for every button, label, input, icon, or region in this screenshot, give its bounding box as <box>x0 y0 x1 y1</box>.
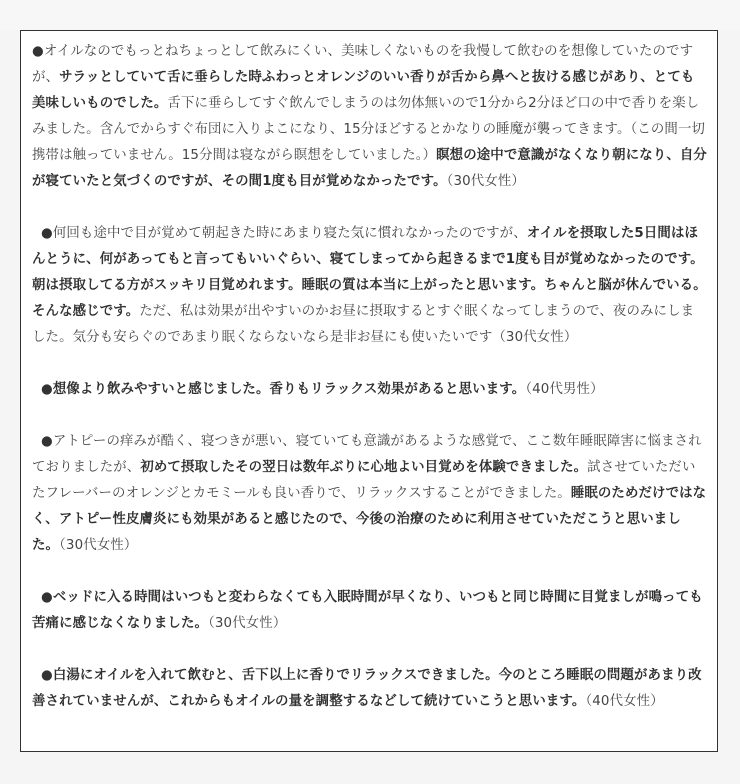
testimonial-attribution: （30代女性） <box>59 538 138 553</box>
testimonial-6 <box>32 663 707 715</box>
testimonial-text: 試させていただいたフレーバーのオレンジとカモミールも良い香りで、リラックスすることができました。 <box>32 460 696 501</box>
testimonial-highlight: 想像より飲みやすいと感じました。香りもリラックス効果があると思います。 <box>52 382 526 397</box>
bullet-icon: ● <box>41 226 53 241</box>
bullet-icon: ● <box>32 44 44 59</box>
spacer <box>32 195 707 221</box>
spacer <box>32 351 707 377</box>
testimonial-text: アトピーの痒みが酷く、寝つきが悪い、寝ていても意識があるような感覚で、ここ数年睡眠障害に悩まされておりましたが、 <box>32 434 702 475</box>
testimonial-attribution: （40代女性） <box>585 694 664 709</box>
testimonial-3 <box>32 377 707 403</box>
testimonial-highlight: ベッドに入る時間はいつもと変わらなくても入眠時間が早くなり、いつもと同じ時間に目覚ましが鳴っても苦痛に感じなくなりました。 <box>32 590 703 631</box>
testimonial-highlight: 白湯にオイルを入れて飲むと、舌下以上に香りでリラックスできました。今のところ睡眠の問題があまり改善されていませんが、これからもオイルの量を調整するなどして続けていこうと思います。 <box>32 668 702 709</box>
top-band <box>0 0 740 30</box>
bullet-icon: ● <box>41 668 53 683</box>
testimonial-2 <box>32 221 707 351</box>
testimonial-text: ただ、私は効果が出やすいのかお昼に摂取するとすぐ眠くなってしまうので、夜のみにしました。気分も安らぐのであまり眠くならないなら是非お昼にも使いたいです <box>32 304 695 345</box>
testimonial-highlight: 睡眠のためだけではなく、アトピー性皮膚炎にも効果があると感じたので、今後の治療のために利用させていただこうと思いました。 <box>32 486 707 553</box>
testimonial-5 <box>32 585 707 637</box>
testimonial-attribution: （30代女性） <box>446 174 525 189</box>
testimonial-box <box>20 30 718 752</box>
testimonial-text: 舌下に垂らしてすぐ飲んでしまうのは勿体無いので1分から2分ほど口の中で香りを楽しみました。含んでからすぐ布団に入りよこになり、15分ほどするとかなりの睡魔が襲ってきます。（この間一切携帯は触っていません。15分間は寝ながら瞑想をしていました。） <box>32 96 706 163</box>
testimonial-text: 何回も途中で目が覚めて朝起きた時にあまり寝た気に慣れなかったのですが、 <box>52 226 527 241</box>
testimonial-text: オイルなのでもっとねちょっとして飲みにくい、美味しくないものを我慢して飲むのを想像していたのですが、 <box>32 44 694 85</box>
testimonial-attribution: （30代女性） <box>208 616 287 631</box>
bullet-icon: ● <box>41 382 53 397</box>
testimonial-attribution: （40代男性） <box>525 382 604 397</box>
testimonial-1 <box>32 39 707 195</box>
spacer <box>32 403 707 429</box>
testimonial-highlight: 初めて摂取したその翌日は数年ぶりに心地よい目覚めを体験できました。 <box>140 460 588 475</box>
spacer <box>32 559 707 585</box>
bullet-icon: ● <box>41 434 53 449</box>
spacer <box>32 637 707 663</box>
testimonial-highlight: オイルを摂取した5日間はほんとうに、何があってもと言ってもいいぐらい、寝てしまってから起きるまで1度も目が覚めなかったのです。朝は摂取してる方がスッキリ目覚めれます。睡眠の質は本当に上がったと思います。ちゃんと脳が休んでいる。そんな感じです。 <box>32 226 707 319</box>
testimonial-highlight: サラッとしていて舌に垂らした時ふわっとオレンジのいい香りが舌から鼻へと抜ける感じがあり、とても美味しいものでした。 <box>32 70 695 111</box>
bullet-icon: ● <box>41 590 53 605</box>
testimonial-attribution: （30代女性） <box>492 330 578 345</box>
testimonial-4 <box>32 429 707 559</box>
testimonial-highlight: 瞑想の途中で意識がなくなり朝になり、自分が寝ていたと気づくのですが、その間1度も目が覚めなかったです。 <box>32 148 707 189</box>
